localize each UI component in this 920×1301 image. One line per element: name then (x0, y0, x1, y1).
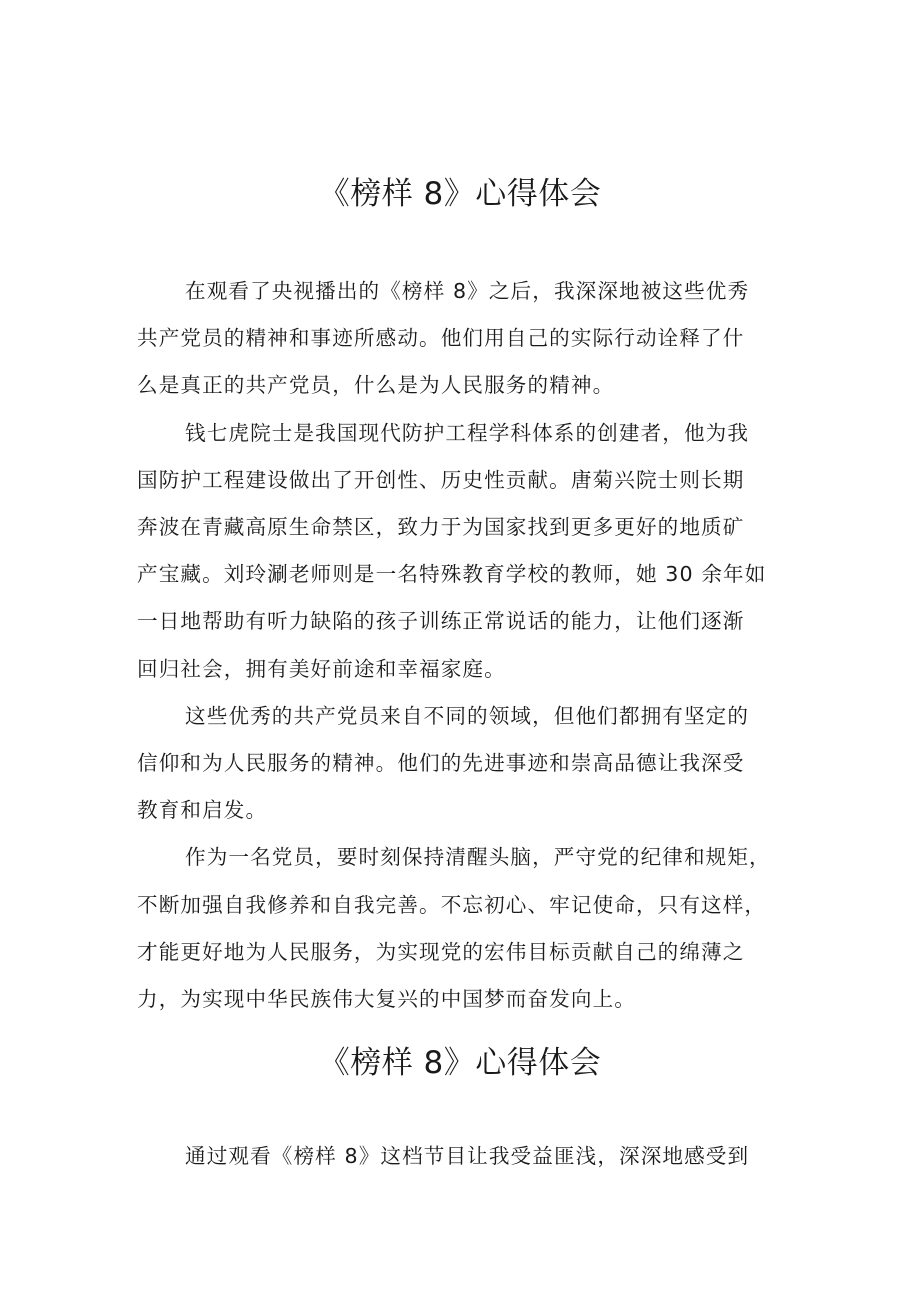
document-title: 《榜样 8》心得体会 (318, 176, 602, 212)
paragraph-line: 钱七虎院士是我国现代防护工程学科体系的创建者，他为我 (185, 420, 750, 445)
second-document-title: 《榜样 8》心得体会 (318, 1045, 602, 1081)
paragraph-5 (137, 1133, 801, 1180)
paragraph-line: 奔波在青藏高原生命禁区，致力于为国家找到更多更好的地质矿 (137, 515, 745, 540)
paragraph-line: 作为一名党员，要时刻保持清醒头脑，严守党的纪律和规矩， (185, 845, 771, 870)
paragraph-3 (137, 693, 801, 835)
paragraph-line: 信仰和为人民服务的精神。他们的先进事迹和崇高品德让我深受 (137, 751, 745, 776)
paragraph-line: 通过观看《榜样 8》这档节目让我受益匪浅，深深地感受到 (185, 1144, 750, 1168)
paragraph-1 (137, 268, 801, 410)
paragraph-2 (137, 410, 801, 693)
paragraph-line: 教育和启发。 (137, 798, 268, 823)
second-document-body (137, 1133, 801, 1180)
paragraph-line: 么是真正的共产党员，什么是为人民服务的精神。 (137, 373, 615, 398)
paragraph-line: 不断加强自我修养和自我完善。不忘初心、牢记使命，只有这样， (137, 892, 767, 917)
paragraph-line: 一日地帮助有听力缺陷的孩子训练正常说话的能力，让他们逐渐 (137, 609, 745, 634)
paragraph-4 (137, 834, 801, 1023)
paragraph-line: 才能更好地为人民服务，为实现党的宏伟目标贡献自己的绵薄之 (137, 939, 745, 964)
paragraph-line: 回归社会，拥有美好前途和幸福家庭。 (137, 656, 506, 681)
paragraph-line: 国防护工程建设做出了开创性、历史性贡献。唐菊兴院士则长期 (137, 467, 745, 492)
document-body (137, 268, 801, 1023)
paragraph-line: 这些优秀的共产党员来自不同的领域，但他们都拥有坚定的 (185, 703, 750, 728)
paragraph-line: 在观看了央视播出的《榜样 8》之后，我深深地被这些优秀 (185, 279, 750, 303)
paragraph-line: 产宝藏。刘玲涮老师则是一名特殊教育学校的教师，她 30 余年如 (137, 562, 767, 587)
paragraph-line: 共产党员的精神和事迹所感动。他们用自己的实际行动诠释了什 (137, 326, 745, 351)
paragraph-line: 力，为实现中华民族伟大复兴的中国梦而奋发向上。 (137, 987, 636, 1012)
